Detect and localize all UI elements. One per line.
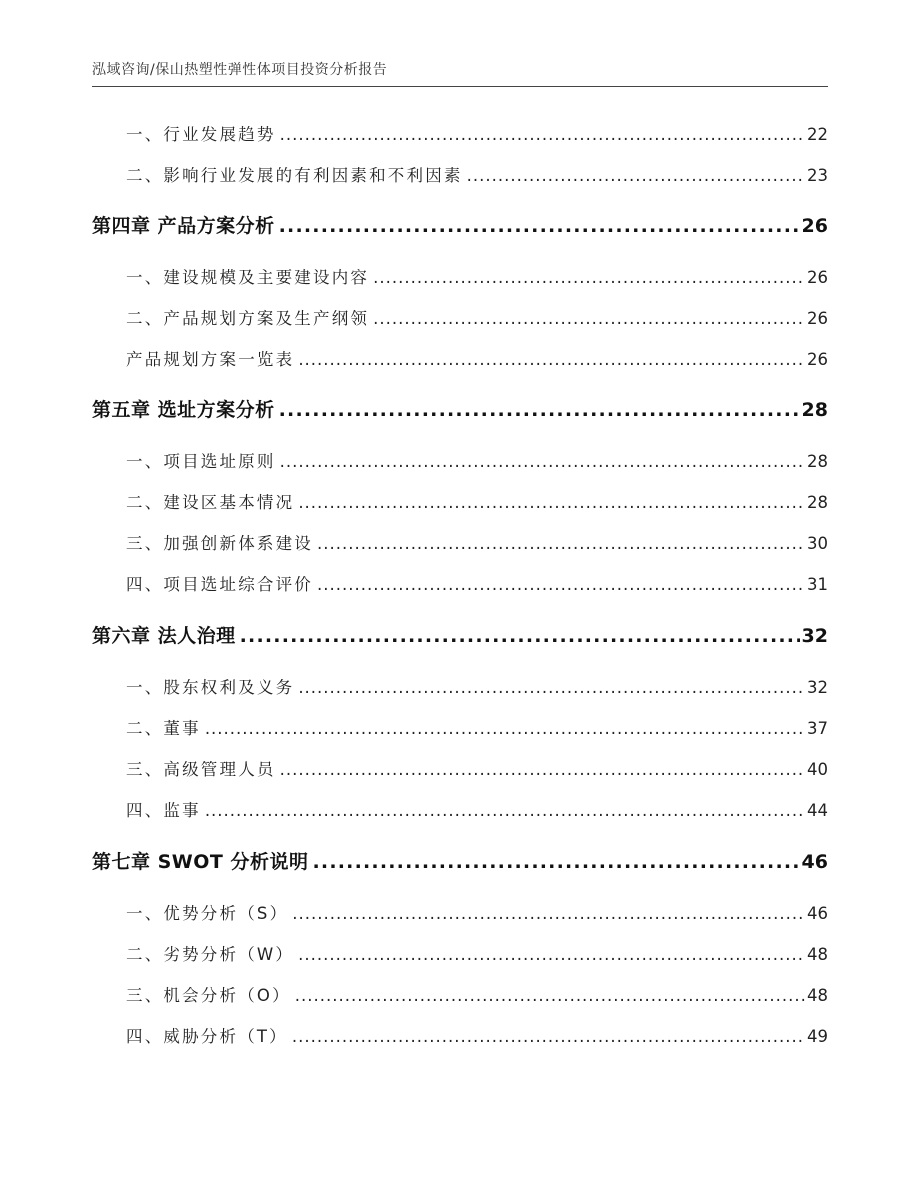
toc-dot-leader (280, 123, 805, 147)
toc-entry[interactable] (126, 450, 828, 474)
toc-entry-number: 一、 (126, 678, 164, 697)
toc-entry-number: 二、 (126, 945, 164, 964)
toc-entry-page: 23 (807, 166, 828, 185)
toc-entry[interactable] (126, 266, 828, 290)
toc-entry-title: 加强创新体系建设 (163, 534, 314, 553)
toc-dot-leader (279, 213, 800, 239)
toc-entry[interactable] (126, 984, 828, 1008)
toc-dot-leader (205, 799, 805, 823)
toc-entry-page: 31 (807, 575, 828, 594)
toc-entry-title: 行业发展趋势 (163, 125, 276, 144)
toc-entry[interactable] (126, 532, 828, 556)
toc-entry-number: 二、 (126, 719, 164, 738)
toc-entry-page: 32 (807, 678, 828, 697)
toc-entry-number: 二、 (126, 493, 164, 512)
toc-entry-title: 建设规模及主要建设内容 (163, 268, 370, 287)
toc-chapter-entry[interactable] (92, 213, 828, 239)
toc-entry[interactable] (126, 799, 828, 823)
toc-entry-number: 二、 (126, 309, 164, 328)
toc-dot-leader (317, 573, 805, 597)
toc-entry[interactable] (126, 676, 828, 700)
toc-entry-page: 26 (807, 350, 828, 369)
toc-entry-number: 一、 (126, 452, 164, 471)
toc-dot-leader (317, 532, 805, 556)
toc-entry[interactable] (126, 491, 828, 515)
toc-entry[interactable] (126, 123, 828, 147)
toc-chapter-page: 46 (801, 851, 828, 873)
toc-chapter-page: 26 (801, 215, 828, 237)
toc-entry-title: 产品规划方案一览表 (126, 350, 295, 369)
toc-dot-leader (312, 849, 799, 875)
toc-entry-title: 股东权利及义务 (163, 678, 295, 697)
toc-entry-number: 三、 (126, 986, 164, 1005)
toc-entry-page: 40 (807, 760, 828, 779)
toc-entry[interactable] (126, 348, 828, 372)
toc-entry[interactable] (126, 1025, 828, 1049)
toc-entry-page: 26 (807, 268, 828, 287)
toc-dot-leader (292, 1025, 805, 1049)
toc-dot-leader (205, 717, 805, 741)
toc-entry-page: 44 (807, 801, 828, 820)
toc-dot-leader (298, 491, 805, 515)
toc-dot-leader (373, 266, 805, 290)
toc-entry-page: 22 (807, 125, 828, 144)
toc-chapter-title: 第七章 SWOT 分析说明 (92, 851, 309, 873)
toc-dot-leader (240, 623, 800, 649)
toc-dot-leader (467, 164, 805, 188)
toc-entry-title: 项目选址原则 (163, 452, 276, 471)
toc-entry-title: 董事 (163, 719, 201, 738)
toc-entry-number: 一、 (126, 268, 164, 287)
toc-dot-leader (280, 450, 805, 474)
toc-entry-title: 建设区基本情况 (163, 493, 295, 512)
toc-entry-page: 28 (807, 452, 828, 471)
toc-entry-title: 监事 (163, 801, 201, 820)
toc-chapter-page: 28 (801, 399, 828, 421)
toc-dot-leader (298, 676, 805, 700)
toc-dot-leader (279, 397, 800, 423)
toc-entry-page: 28 (807, 493, 828, 512)
toc-entry-title: 机会分析（O） (163, 986, 291, 1005)
toc-entry-page: 49 (807, 1027, 828, 1046)
toc-chapter-page: 32 (801, 625, 828, 647)
toc-entry-title: 影响行业发展的有利因素和不利因素 (163, 166, 463, 185)
toc-entry[interactable] (126, 307, 828, 331)
toc-entry[interactable] (126, 717, 828, 741)
toc-chapter-title: 第四章 产品方案分析 (92, 215, 275, 237)
toc-entry[interactable] (126, 164, 828, 188)
toc-entry-number: 三、 (126, 760, 164, 779)
toc-entry-number: 四、 (126, 801, 164, 820)
toc-dot-leader (373, 307, 805, 331)
toc-entry-number: 四、 (126, 575, 164, 594)
toc-chapter-entry[interactable] (92, 397, 828, 423)
toc-entry-title: 项目选址综合评价 (163, 575, 314, 594)
toc-dot-leader (298, 943, 805, 967)
toc-entry-page: 46 (807, 904, 828, 923)
toc-entry-number: 一、 (126, 125, 164, 144)
toc-entry-number: 二、 (126, 166, 164, 185)
toc-dot-leader (295, 984, 805, 1008)
toc-entry[interactable] (126, 758, 828, 782)
toc-entry-title: 威胁分析（T） (163, 1027, 288, 1046)
toc-entry-page: 26 (807, 309, 828, 328)
toc-entry-title: 优势分析（S） (163, 904, 289, 923)
toc-entry-page: 37 (807, 719, 828, 738)
toc-chapter-title: 第五章 选址方案分析 (92, 399, 275, 421)
toc-chapter-entry[interactable] (92, 849, 828, 875)
toc-entry-number: 一、 (126, 904, 164, 923)
toc-chapter-title: 第六章 法人治理 (92, 625, 236, 647)
toc-entry-page: 48 (807, 986, 828, 1005)
toc-dot-leader (292, 902, 805, 926)
toc-dot-leader (298, 348, 805, 372)
toc-entry[interactable] (126, 573, 828, 597)
toc-entry-page: 30 (807, 534, 828, 553)
toc-entry-title: 劣势分析（W） (163, 945, 295, 964)
toc-entry[interactable] (126, 943, 828, 967)
toc-chapter-entry[interactable] (92, 623, 828, 649)
toc-dot-leader (280, 758, 805, 782)
toc-entry-title: 高级管理人员 (163, 760, 276, 779)
toc-entry[interactable] (126, 902, 828, 926)
header-title: 泓域咨询/保山热塑性弹性体项目投资分析报告 (92, 62, 388, 78)
toc-entry-title: 产品规划方案及生产纲领 (163, 309, 370, 328)
toc-entry-number: 四、 (126, 1027, 164, 1046)
toc-entry-number: 三、 (126, 534, 164, 553)
toc-entry-page: 48 (807, 945, 828, 964)
